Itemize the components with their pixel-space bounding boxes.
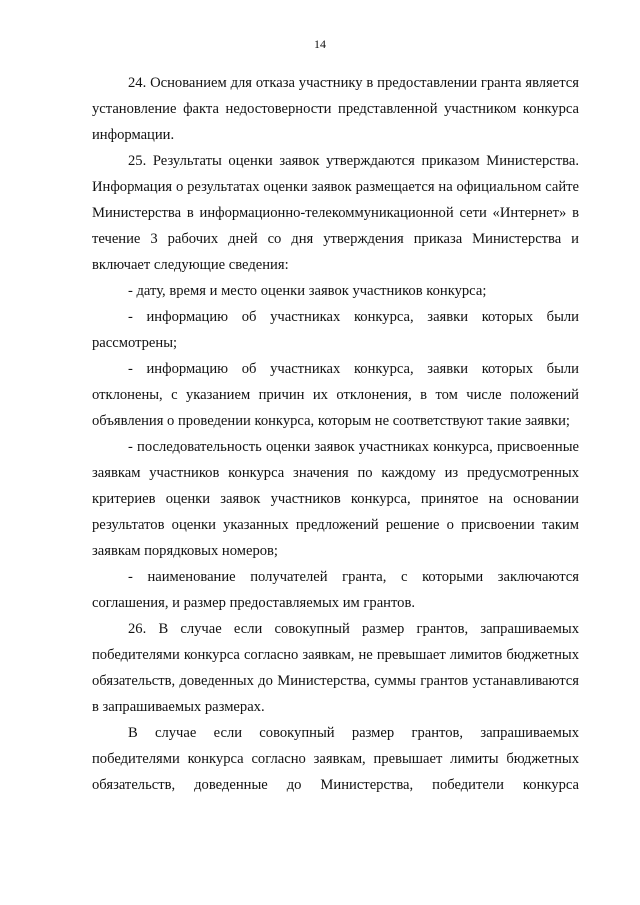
paragraph-25: 25. Результаты оценки заявок утверждаются приказом Министерства. Информация о результатах оценки заявок размещается на официальном сайте Министерства в информационно-телекоммуникационной сети «Интернет» в течение 3 рабочих дней со дня утверждения приказа Министерства и включает следующие сведения:: [92, 153, 579, 273]
page-number: 14: [314, 37, 326, 51]
paragraph-26-continued: В случае если совокупный размер грантов, запрашиваемых победителями конкурса согласно заявкам, превышает лимиты бюджетных обязательств, доведенные до Министерства, победители конкурса: [92, 725, 579, 793]
list-item-reviewed: - информацию об участниках конкурса, заявки которых были рассмотрены;: [92, 309, 579, 351]
paragraph-24: 24. Основанием для отказа участнику в предоставлении гранта является установление факта недостоверности представленной участником конкурса информации.: [92, 75, 579, 143]
paragraph-26: 26. В случае если совокупный размер грантов, запрашиваемых победителями конкурса согласно заявкам, не превышает лимитов бюджетных обязательств, доведенных до Министерства, суммы грантов устанавливаются в запрашиваемых размерах.: [92, 621, 579, 715]
list-item-date: - дату, время и место оценки заявок участников конкурса;: [128, 283, 487, 299]
document-body: [92, 70, 579, 798]
list-item-sequence: - последовательность оценки заявок участниках конкурса, присвоенные заявкам участников конкурса значения по каждому из предусмотренных критериев оценки заявок участников конкурса, принятое на основании результатов оценки указанных предложений решение о присвоении таким заявкам порядковых номеров;: [92, 439, 579, 559]
list-item-recipients: - наименование получателей гранта, с которыми заключаются соглашения, и размер предоставляемых им грантов.: [92, 569, 579, 611]
list-item-rejected: - информацию об участниках конкурса, заявки которых были отклонены, с указанием причин их отклонения, в том числе положений объявления о проведении конкурса, которым не соответствуют такие заявки;: [92, 361, 579, 429]
